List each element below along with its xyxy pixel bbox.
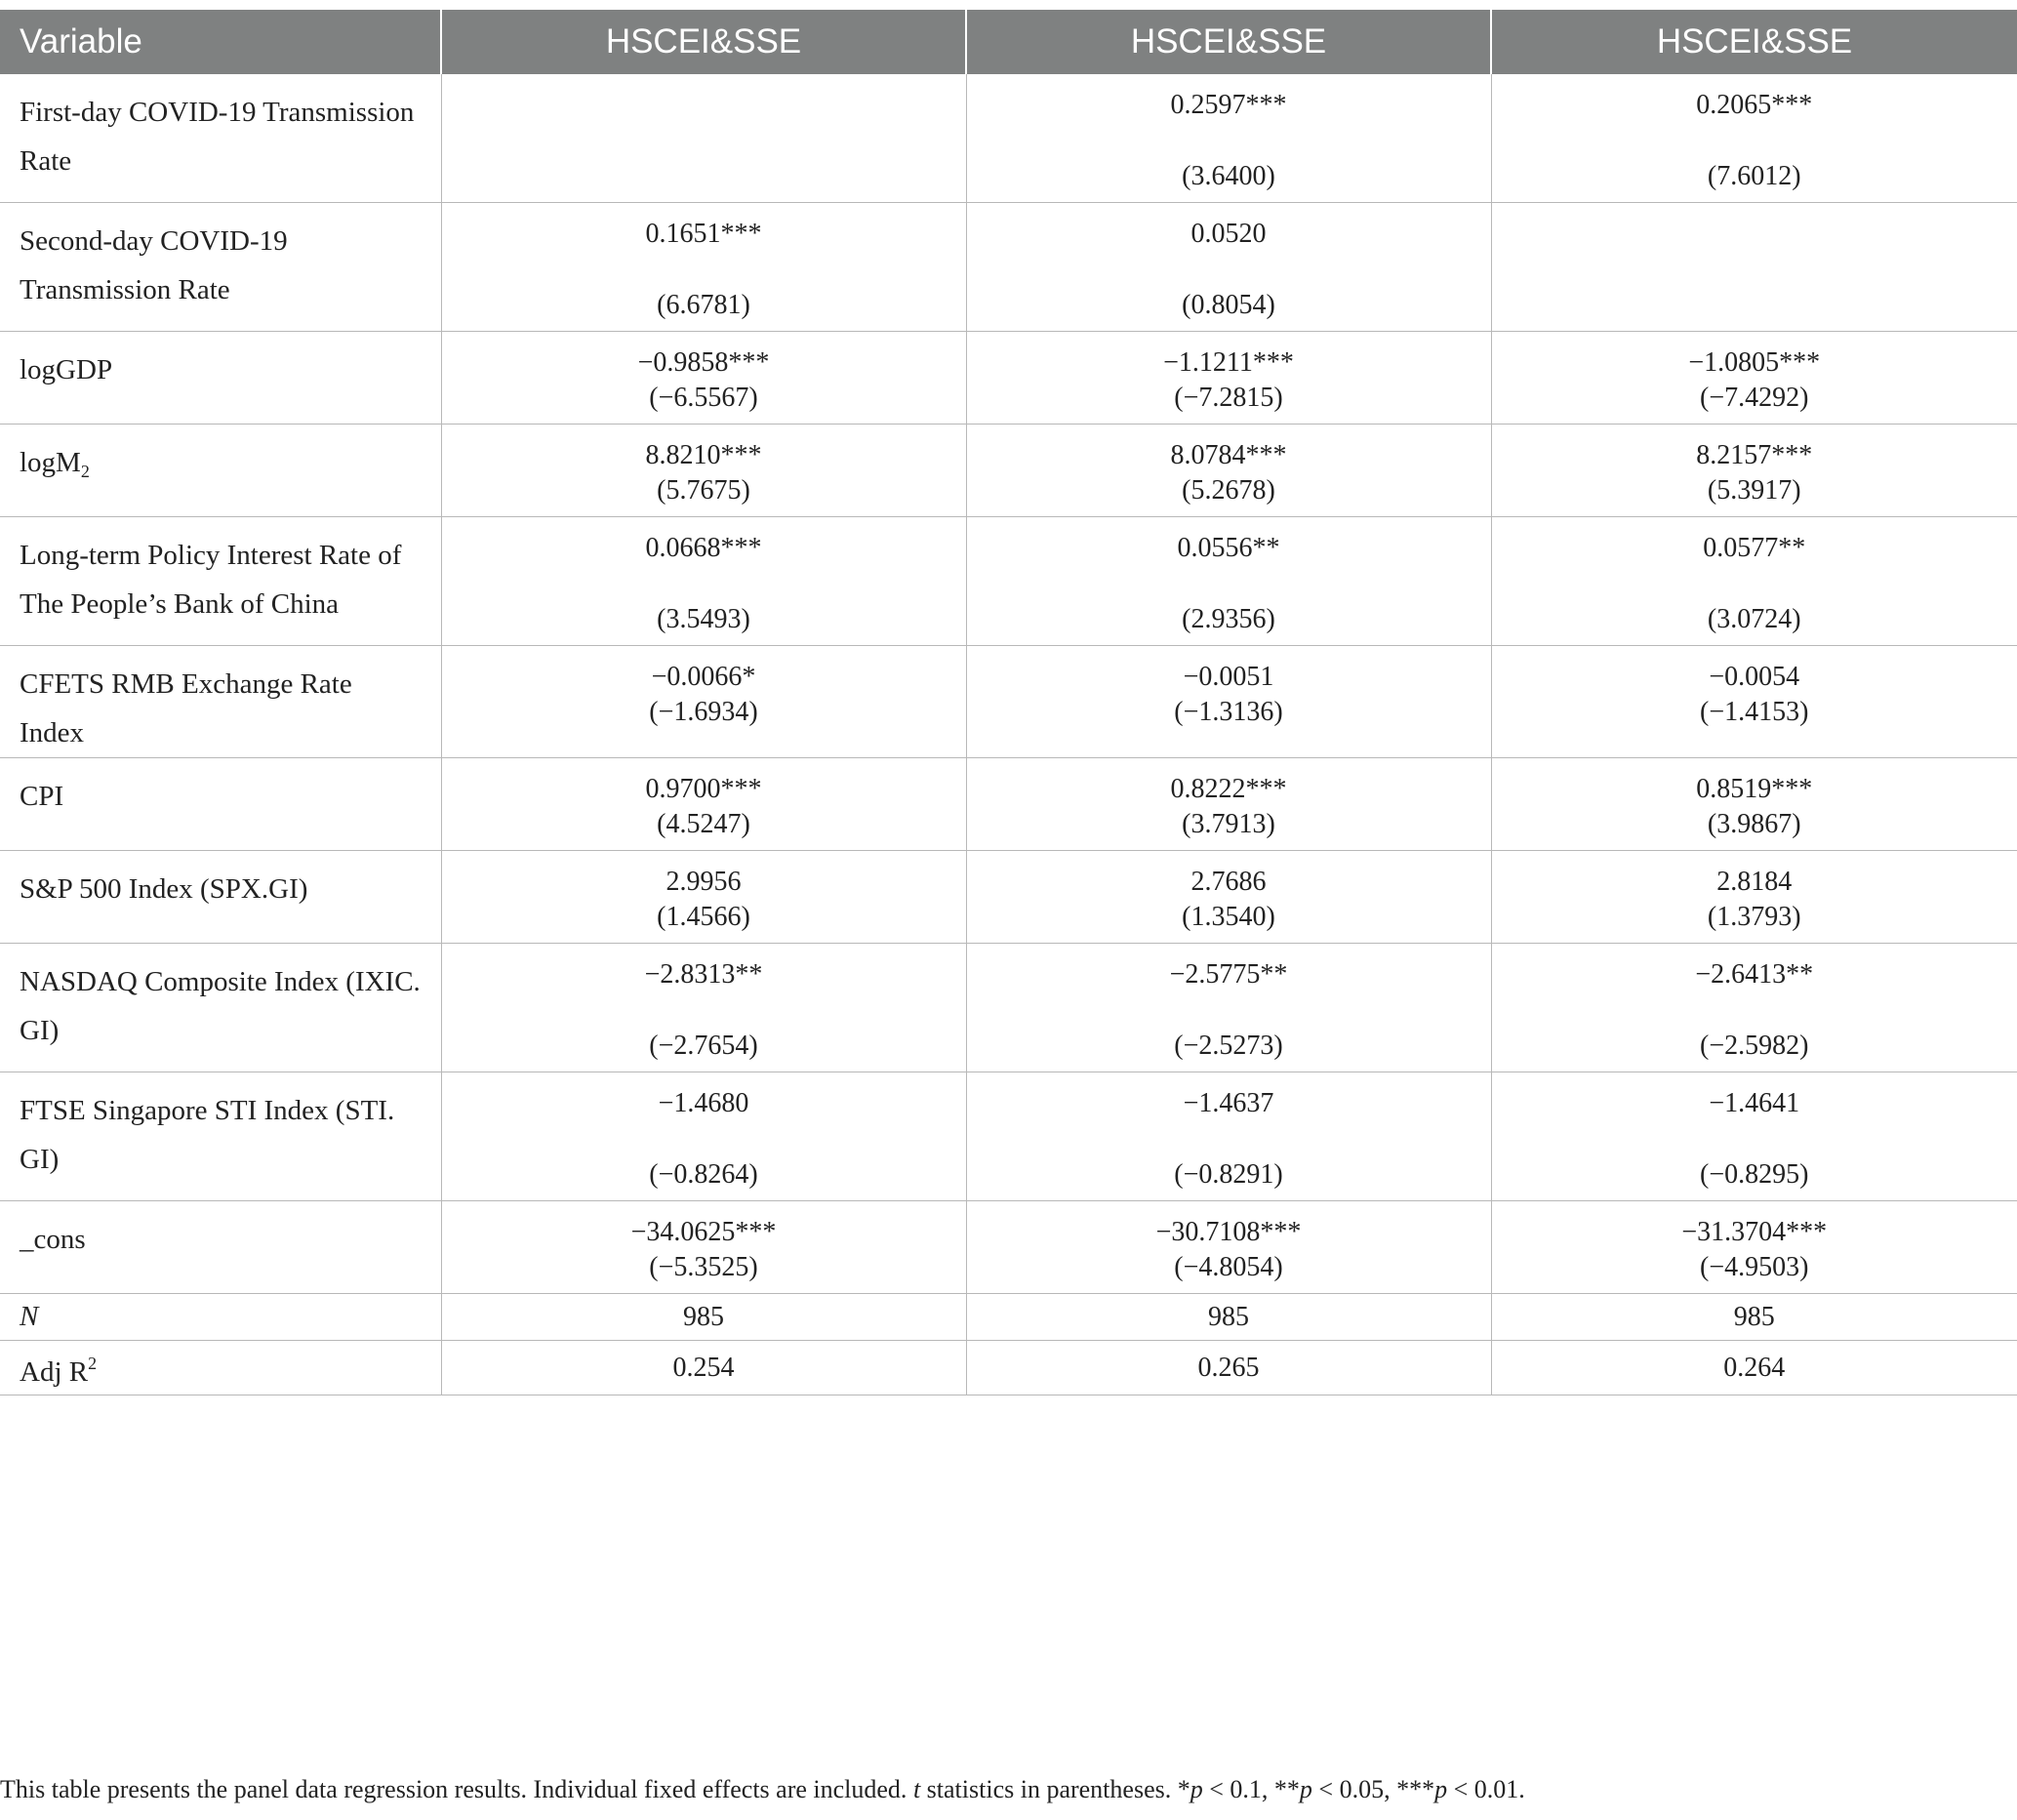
variable-label (0, 1201, 441, 1294)
t-statistic-value: (4.5247) (657, 809, 750, 839)
estimate-cell (441, 944, 966, 1072)
estimate-cell (441, 646, 966, 758)
variable-name: First-day COVID-19 Transmission Rate (20, 97, 415, 177)
estimate-cell (1491, 1201, 2017, 1294)
table-footnote (0, 1775, 1525, 1804)
header-model-2: HSCEI&SSE (966, 10, 1491, 74)
estimate-cell (441, 74, 966, 203)
footnote-t-symbol: t (912, 1775, 921, 1803)
stat-value: 0.264 (1491, 1341, 2017, 1395)
t-statistic-value: (3.6400) (1182, 161, 1275, 191)
variable-subscript: 2 (80, 462, 90, 481)
stat-row (0, 1341, 2017, 1395)
t-statistic-value: (−2.5982) (1700, 1031, 1809, 1061)
coefficient-value: −34.0625*** (630, 1217, 777, 1247)
t-statistic-value: (0.8054) (1182, 290, 1275, 320)
stat-superscript: 2 (88, 1354, 98, 1373)
variable-label (0, 1072, 441, 1201)
variable-label (0, 944, 441, 1072)
estimate-cell (441, 425, 966, 517)
coefficient-value: −2.5775** (1169, 959, 1288, 990)
stat-value: 0.254 (441, 1341, 966, 1395)
estimate-cell (966, 646, 1491, 758)
table-row (0, 1072, 2017, 1201)
variable-name: Second-day COVID-19 Transmission Rate (20, 225, 288, 305)
estimate-cell (1491, 646, 2017, 758)
footnote-p-symbol-2: p (1299, 1775, 1312, 1803)
header-row (0, 10, 2017, 74)
header-model-1: HSCEI&SSE (441, 10, 966, 74)
estimate-cell (1491, 425, 2017, 517)
estimate-cell (1491, 203, 2017, 332)
stat-label (0, 1294, 441, 1341)
table-row (0, 517, 2017, 646)
t-statistic-value: (−2.7654) (649, 1031, 758, 1061)
t-statistic-value: (−6.5567) (649, 383, 758, 413)
estimate-cell (966, 1072, 1491, 1201)
coefficient-value: 2.9956 (666, 867, 742, 897)
footnote-p-symbol-1: p (1190, 1775, 1203, 1803)
table-row (0, 332, 2017, 425)
table-header (0, 10, 2017, 74)
coefficient-value: −1.0805*** (1688, 347, 1821, 378)
estimate-cell (966, 1201, 1491, 1294)
table-row (0, 851, 2017, 944)
estimate-cell (441, 758, 966, 851)
variable-name: FTSE Singapore STI Index (STI. GI) (20, 1095, 395, 1175)
footnote-text-5: < 0.01. (1447, 1775, 1525, 1803)
t-statistic-value: (2.9356) (1182, 604, 1275, 634)
t-statistic-value: (5.3917) (1707, 475, 1801, 506)
coefficient-value: −0.0054 (1709, 662, 1800, 692)
variable-name: CFETS RMB Exchange Rate Index (20, 668, 352, 748)
coefficient-value: −1.4637 (1183, 1088, 1274, 1118)
variable-label (0, 74, 441, 203)
t-statistic-value: (1.3540) (1182, 902, 1275, 932)
footnote-text-4: < 0.05, *** (1311, 1775, 1435, 1803)
header-variable: Variable (0, 10, 441, 74)
t-statistic-value: (7.6012) (1707, 161, 1801, 191)
table-row (0, 203, 2017, 332)
t-statistic-value: (−4.8054) (1174, 1252, 1283, 1282)
t-statistic-value: (−4.9503) (1700, 1252, 1809, 1282)
estimate-cell (1491, 517, 2017, 646)
t-statistic-value: (1.3793) (1707, 902, 1801, 932)
variable-label (0, 646, 441, 758)
variable-label (0, 332, 441, 425)
estimate-cell (966, 74, 1491, 203)
t-statistic-value: (−5.3525) (649, 1252, 758, 1282)
footnote-text-2: statistics in parentheses. * (920, 1775, 1190, 1803)
header-model-3: HSCEI&SSE (1491, 10, 2017, 74)
estimate-cell (441, 517, 966, 646)
coefficient-value: 0.1651*** (645, 219, 762, 249)
t-statistic-value: (3.9867) (1707, 809, 1801, 839)
t-statistic-value: (6.6781) (657, 290, 750, 320)
estimate-cell (1491, 74, 2017, 203)
variable-label (0, 851, 441, 944)
stat-name: Adj R (20, 1356, 89, 1388)
estimate-cell (966, 758, 1491, 851)
t-statistic-value: (3.0724) (1707, 604, 1801, 634)
estimate-cell (441, 1201, 966, 1294)
stat-row (0, 1294, 2017, 1341)
stat-value: 985 (441, 1294, 966, 1341)
stat-name: N (20, 1301, 39, 1332)
coefficient-value: −2.8313** (644, 959, 763, 990)
coefficient-value: −30.7108*** (1155, 1217, 1302, 1247)
footnote-text-3: < 0.1, ** (1202, 1775, 1300, 1803)
coefficient-value: 0.0520 (1190, 219, 1267, 249)
t-statistic-value: (5.7675) (657, 475, 750, 506)
variable-name: S&P 500 Index (SPX.GI) (20, 873, 308, 905)
footnote-p-symbol-3: p (1434, 1775, 1448, 1803)
coefficient-value: −2.6413** (1695, 959, 1814, 990)
variable-label (0, 758, 441, 851)
variable-name: _cons (20, 1224, 86, 1255)
coefficient-value: 2.7686 (1190, 867, 1267, 897)
estimate-cell (966, 203, 1491, 332)
t-statistic-value: (−0.8295) (1700, 1159, 1809, 1190)
t-statistic-value: (−7.2815) (1174, 383, 1283, 413)
estimate-cell (966, 425, 1491, 517)
estimate-cell (1491, 332, 2017, 425)
stat-label (0, 1341, 441, 1395)
t-statistic-value: (−1.6934) (649, 697, 758, 727)
variable-label (0, 425, 441, 517)
table-row (0, 1201, 2017, 1294)
coefficient-value: −1.4680 (658, 1088, 749, 1118)
t-statistic-value: (−0.8291) (1174, 1159, 1283, 1190)
t-statistic-value: (3.7913) (1182, 809, 1275, 839)
t-statistic-value: (−0.8264) (649, 1159, 758, 1190)
variable-name: CPI (20, 781, 64, 812)
coefficient-value: 0.0556** (1177, 533, 1280, 563)
estimate-cell (966, 851, 1491, 944)
coefficient-value: 0.8222*** (1170, 774, 1287, 804)
t-statistic-value: (−1.3136) (1174, 697, 1283, 727)
table-row (0, 758, 2017, 851)
estimate-cell (441, 851, 966, 944)
coefficient-value: −31.3704*** (1681, 1217, 1828, 1247)
coefficient-value: 0.9700*** (645, 774, 762, 804)
coefficient-value: −1.1211*** (1163, 347, 1294, 378)
variable-label (0, 517, 441, 646)
t-statistic-value: (−7.4292) (1700, 383, 1809, 413)
footnote-text-1: This table presents the panel data regression results. Individual fixed effects are included. (0, 1775, 913, 1803)
regression-results-table (0, 10, 2017, 1395)
estimate-cell (966, 944, 1491, 1072)
estimate-cell (1491, 851, 2017, 944)
coefficient-value: −0.9858*** (637, 347, 770, 378)
estimate-cell (1491, 758, 2017, 851)
estimate-cell (966, 517, 1491, 646)
stat-value: 985 (966, 1294, 1491, 1341)
variable-name: Long-term Policy Interest Rate of The People’s Bank of China (20, 540, 402, 620)
t-statistic-value: (5.2678) (1182, 475, 1275, 506)
coefficient-value: 0.2597*** (1170, 90, 1287, 120)
table-row (0, 74, 2017, 203)
variable-label (0, 203, 441, 332)
coefficient-value: 8.0784*** (1170, 440, 1287, 470)
coefficient-value: 0.8519*** (1696, 774, 1813, 804)
coefficient-value: 0.0668*** (645, 533, 762, 563)
estimate-cell (1491, 1072, 2017, 1201)
variable-name: logGDP (20, 354, 113, 385)
coefficient-value: −0.0051 (1183, 662, 1274, 692)
variable-name: NASDAQ Composite Index (IXIC. GI) (20, 966, 421, 1046)
estimate-cell (966, 332, 1491, 425)
t-statistic-value: (−2.5273) (1174, 1031, 1283, 1061)
estimate-cell (441, 332, 966, 425)
coefficient-value: 0.0577** (1703, 533, 1806, 563)
table-row (0, 646, 2017, 758)
table-row (0, 425, 2017, 517)
t-statistic-value: (1.4566) (657, 902, 750, 932)
estimate-cell (441, 1072, 966, 1201)
t-statistic-value: (3.5493) (657, 604, 750, 634)
table-row (0, 944, 2017, 1072)
coefficient-value: 8.8210*** (645, 440, 762, 470)
coefficient-value: 2.8184 (1716, 867, 1793, 897)
stat-value: 985 (1491, 1294, 2017, 1341)
stat-value: 0.265 (966, 1341, 1491, 1395)
estimate-cell (1491, 944, 2017, 1072)
coefficient-value: −0.0066* (651, 662, 756, 692)
variable-name: logM (20, 447, 81, 478)
coefficient-value: −1.4641 (1709, 1088, 1800, 1118)
t-statistic-value: (−1.4153) (1700, 697, 1809, 727)
coefficient-value: 0.2065*** (1696, 90, 1813, 120)
table-body (0, 74, 2017, 1395)
estimate-cell (441, 203, 966, 332)
coefficient-value: 8.2157*** (1696, 440, 1813, 470)
